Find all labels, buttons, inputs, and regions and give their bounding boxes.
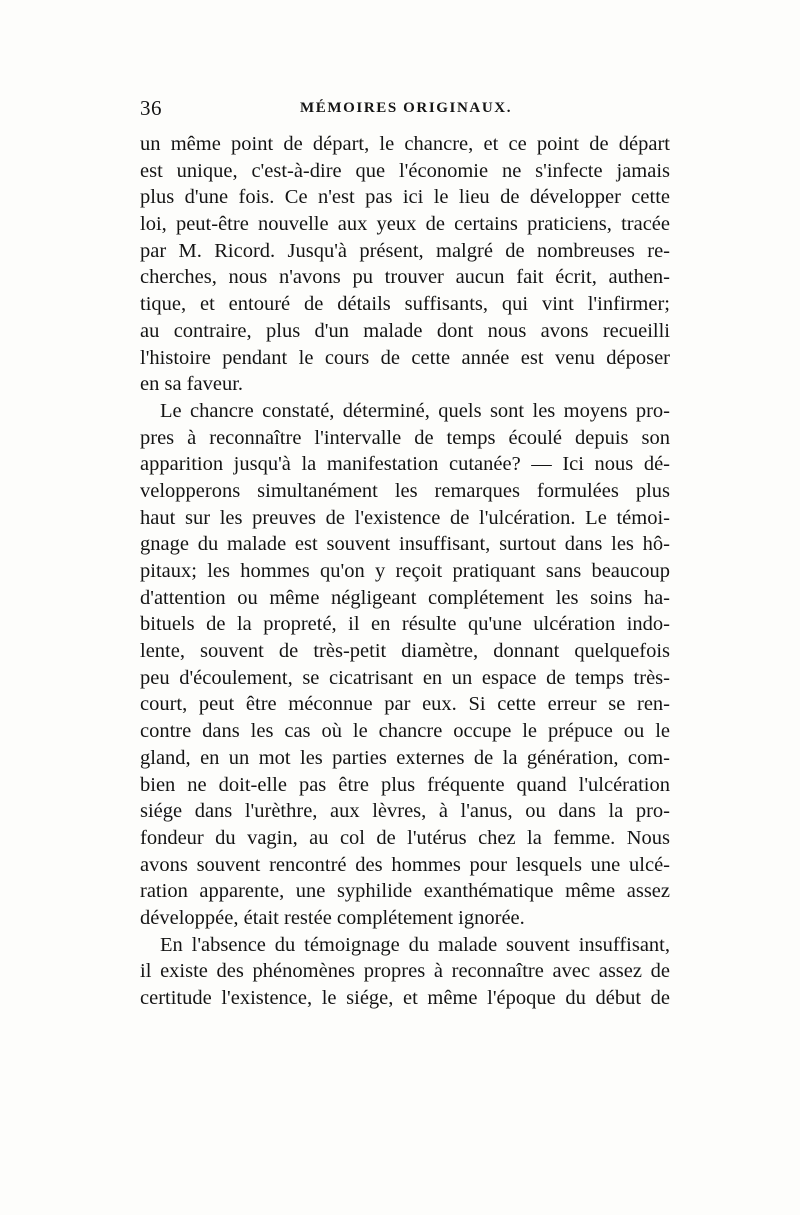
text-line: en sa faveur. (140, 373, 244, 396)
text-line: est unique, c'est-à-dire que l'économie ne s'infecte jamais (140, 159, 670, 182)
body-text (140, 131, 670, 1012)
text-line: fondeur du vagin, au col de l'utérus chez la femme. Nous (140, 826, 670, 849)
text-line: peu d'écoulement, se cicatrisant en un espace de temps très- (140, 666, 670, 689)
text-line: pres à reconnaître l'intervalle de temps écoulé depuis son (140, 426, 670, 449)
text-line: gland, en un mot les parties externes de la génération, com- (140, 746, 670, 769)
text-line: avons souvent rencontré des hommes pour lesquels une ulcé- (140, 853, 670, 876)
text-line: court, peut être méconnue par eux. Si cette erreur se ren- (140, 693, 670, 716)
text-line: haut sur les preuves de l'existence de l'ulcération. Le témoi- (140, 506, 670, 529)
text-line: loi, peut-être nouvelle aux yeux de certains praticiens, tracée (140, 213, 670, 236)
text-line: lente, souvent de très-petit diamètre, donnant quelquefois (140, 640, 670, 663)
text-line: il existe des phénomènes propres à reconnaître avec assez de (140, 960, 670, 983)
text-line: siége dans l'urèthre, aux lèvres, à l'anus, ou dans la pro- (140, 800, 670, 823)
text-line: velopperons simultanément les remarques formulées plus (140, 479, 670, 502)
text-line: par M. Ricord. Jusqu'à présent, malgré de nombreuses re- (140, 239, 670, 262)
text-line: bien ne doit-elle pas être plus fréquente quand l'ulcération (140, 773, 670, 796)
text-line: certitude l'existence, le siége, et même l'époque du début de (140, 987, 670, 1009)
text-line: ration apparente, une syphilide exanthématique même assez (140, 880, 670, 903)
text-line: pitaux; les hommes qu'on y reçoit pratiquant sans beaucoup (140, 560, 670, 582)
text-line: plus d'une fois. Ce n'est pas ici le lieu de développer cette (140, 186, 670, 209)
text-line: apparition jusqu'à la manifestation cutanée? — Ici nous dé- (140, 453, 670, 476)
text-line: contre dans les cas où le chancre occupe le prépuce ou le (140, 720, 670, 743)
paragraph-start-line: Le chancre constaté, déterminé, quels sont les moyens pro- (160, 399, 670, 422)
text-line: l'histoire pendant le cours de cette année est venu déposer (140, 346, 670, 369)
text-line: bituels de la propreté, il en résulte qu'une ulcération indo- (140, 613, 670, 636)
text-line: au contraire, plus d'un malade dont nous avons recueilli (140, 319, 670, 342)
page-header (140, 96, 670, 126)
text-line: développée, était restée complétement ignorée. (140, 906, 525, 929)
text-line: gnage du malade est souvent insuffisant, surtout dans les hô- (140, 533, 670, 556)
running-title: MÉMOIRES ORIGINAUX. (300, 100, 513, 116)
text-line: cherches, nous n'avons pu trouver aucun fait écrit, authen- (140, 266, 670, 289)
text-line: tique, et entouré de détails suffisants, qui vint l'infirmer; (140, 293, 670, 316)
page-number: 36 (140, 96, 162, 120)
text-line: d'attention ou même négligeant complétement les soins ha- (140, 586, 670, 609)
paragraph-start-line: En l'absence du témoignage du malade souvent insuffisant, (160, 933, 670, 956)
text-line: un même point de départ, le chancre, et ce point de départ (140, 133, 670, 155)
